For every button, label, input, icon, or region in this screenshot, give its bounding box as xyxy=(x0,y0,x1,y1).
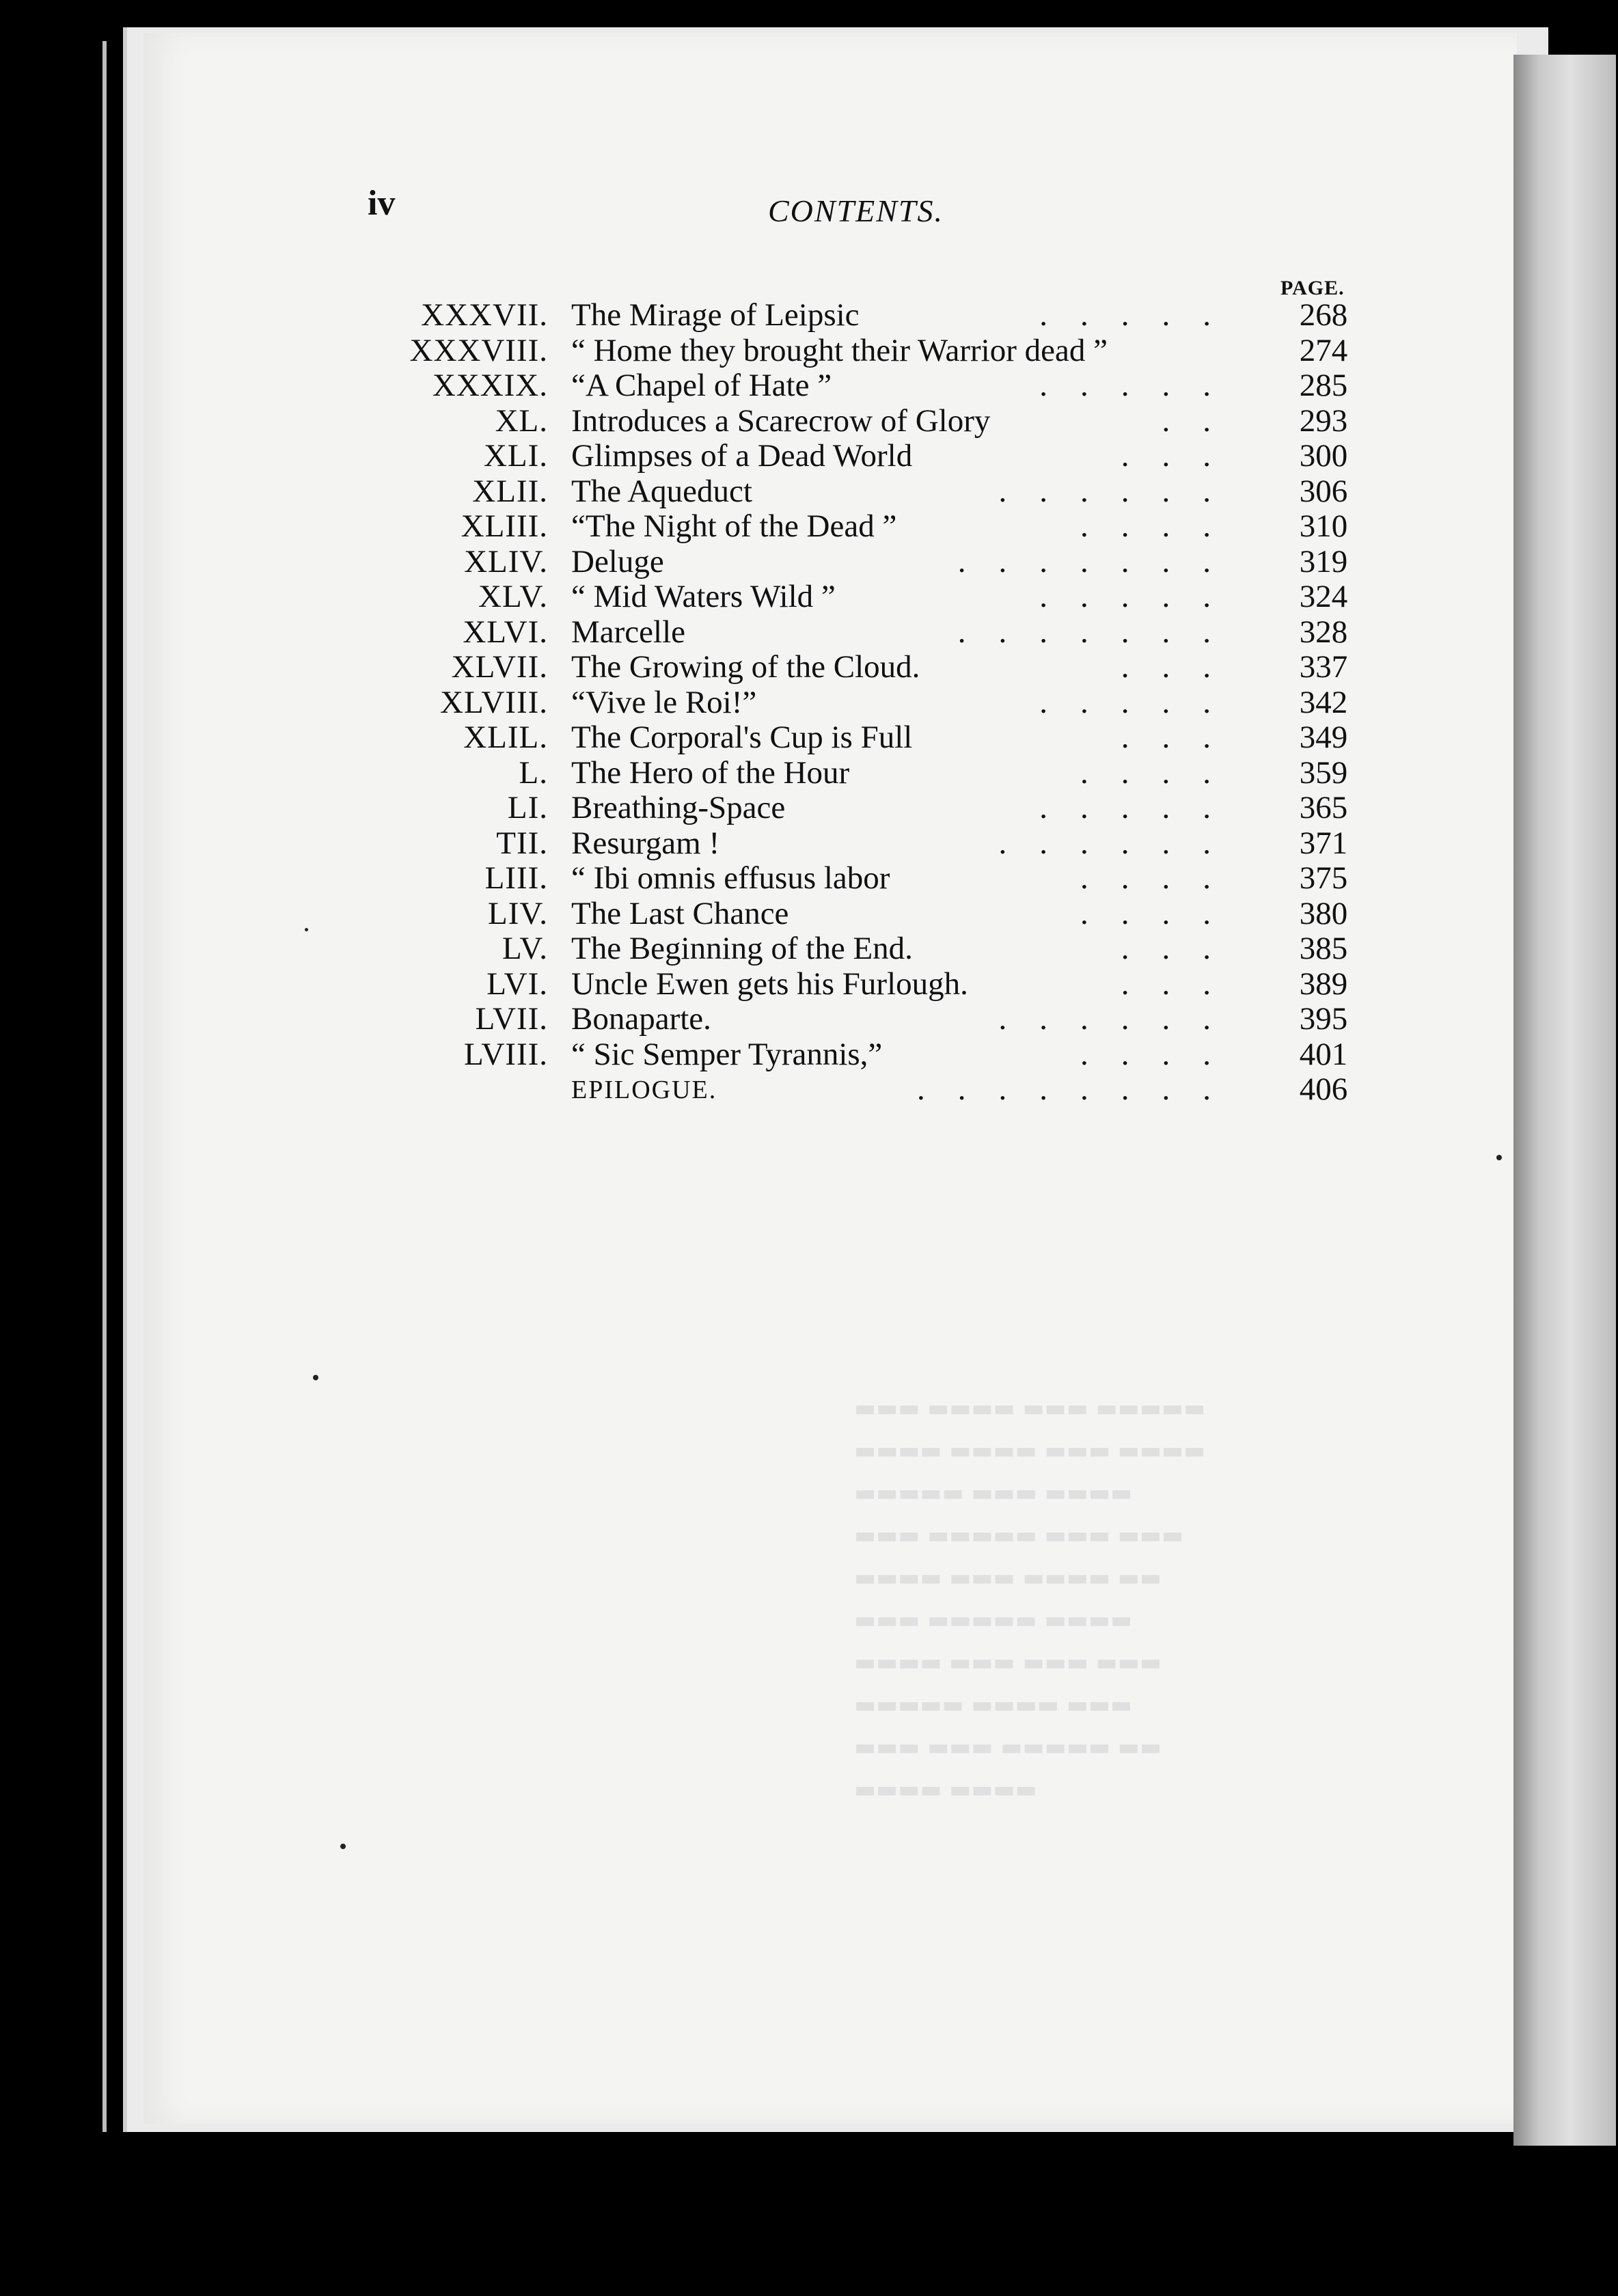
toc-entry xyxy=(0,719,1618,754)
chapter-title: “ Home they brought their Warrior dead ” xyxy=(571,332,1108,368)
epilogue-title: EPILOGUE. xyxy=(571,1076,717,1104)
chapter-number: TII. xyxy=(496,825,548,861)
dot-leader: ..... xyxy=(1039,368,1244,403)
chapter-title: “ Sic Semper Tyrannis,” xyxy=(571,1036,883,1072)
chapter-title: “The Night of the Dead ” xyxy=(571,508,897,544)
dot-leader: ... xyxy=(1121,931,1244,966)
dot-leader: .. xyxy=(1162,402,1244,439)
page-number: 380 xyxy=(1299,895,1348,931)
chapter-title: Bonaparte. xyxy=(571,1001,711,1037)
toc-entry xyxy=(0,684,1618,720)
chapter-title: The Hero of the Hour xyxy=(571,754,850,791)
toc-entry xyxy=(0,789,1618,825)
dot-leader: ....... xyxy=(957,543,1244,579)
page-number: 306 xyxy=(1299,473,1348,509)
dot-leader: ...... xyxy=(998,825,1244,861)
scan-speck xyxy=(305,928,308,931)
dot-leader: .... xyxy=(1080,1036,1244,1072)
chapter-number: XLI. xyxy=(483,438,548,474)
chapter-number: L. xyxy=(519,754,548,791)
chapter-title: Glimpses of a Dead World xyxy=(571,438,913,474)
chapter-title: “A Chapel of Hate ” xyxy=(571,368,832,403)
chapter-number: LIV. xyxy=(488,895,548,931)
page-number: 389 xyxy=(1299,966,1348,1002)
dot-leader: ....... xyxy=(957,614,1244,650)
chapter-title: The Beginning of the End. xyxy=(571,931,913,966)
chapter-number: XLVII. xyxy=(451,649,548,685)
chapter-number: XL. xyxy=(495,402,548,439)
chapter-title: The Aqueduct xyxy=(571,473,752,509)
chapter-number: LI. xyxy=(507,790,548,825)
chapter-title: “ Ibi omnis effusus labor xyxy=(571,860,890,896)
toc-entry xyxy=(0,508,1618,543)
chapter-number: XXXVII. xyxy=(421,297,548,333)
page-number: 274 xyxy=(1299,332,1348,368)
dot-leader: ...... xyxy=(998,473,1244,509)
show-through-text: ▬▬▬ ▬▬▬▬ ▬▬▬ ▬▬▬▬▬ ▬▬▬▬ ▬▬▬▬ ▬▬▬ ▬▬▬▬ ▬▬▬▬▬ ▬▬▬ ▬▬▬▬ ▬▬▬ ▬▬▬▬▬ ▬▬▬ ▬▬▬ ▬▬▬▬ ▬▬▬ ▬▬▬▬ ▬▬ ▬▬▬ ▬▬▬▬▬ ▬▬▬▬ ▬▬▬▬ ▬▬▬ ▬▬▬ ▬▬▬ ▬▬▬▬▬ ▬▬▬▬ ▬▬▬ ▬▬▬ ▬▬▬ ▬▬▬▬▬ ▬▬ ▬▬▬▬ ▬▬▬▬ xyxy=(854,1395,1206,1803)
toc-entry xyxy=(0,860,1618,895)
page-number: 371 xyxy=(1299,825,1348,861)
toc-entry xyxy=(0,473,1618,508)
chapter-number: LV. xyxy=(502,931,548,966)
dot-leader: ..... xyxy=(1039,297,1244,333)
toc-entry xyxy=(0,1000,1618,1036)
page-column-label: PAGE. xyxy=(1280,277,1345,299)
dot-leader: ..... xyxy=(1039,684,1244,720)
scan-speck xyxy=(340,1844,346,1849)
page-number: 328 xyxy=(1299,614,1348,650)
page-number: 285 xyxy=(1299,368,1348,403)
toc-entry xyxy=(0,754,1618,790)
chapter-title: The Mirage of Leipsic xyxy=(571,297,860,333)
scan-speck xyxy=(1496,1155,1502,1160)
chapter-number: LVII. xyxy=(475,1001,548,1037)
page-number: 293 xyxy=(1299,402,1348,439)
toc-entry xyxy=(0,332,1618,368)
chapter-number: XXXIX. xyxy=(432,368,548,403)
chapter-number: XXXVIII. xyxy=(409,332,548,368)
toc-entry xyxy=(0,825,1618,860)
toc-entry xyxy=(0,1036,1618,1071)
page-number: 324 xyxy=(1299,579,1348,614)
page-number: 349 xyxy=(1299,720,1348,755)
chapter-number: LVI. xyxy=(486,966,548,1002)
scan-speck xyxy=(313,1375,318,1380)
toc-entry xyxy=(0,402,1618,438)
chapter-title: The Last Chance xyxy=(571,895,789,931)
page-number: 375 xyxy=(1299,860,1348,896)
page-number: 406 xyxy=(1299,1071,1348,1107)
toc-entry xyxy=(0,297,1618,332)
chapter-title: Deluge xyxy=(571,543,664,579)
toc-entry xyxy=(0,1071,1618,1106)
toc-entry xyxy=(0,543,1618,579)
toc-entry xyxy=(0,367,1618,402)
chapter-number: XLVIII. xyxy=(440,684,548,720)
chapter-title: The Growing of the Cloud. xyxy=(571,649,920,685)
dot-leader: ... xyxy=(1121,649,1244,685)
page-number: 385 xyxy=(1299,931,1348,966)
chapter-number: XLIV. xyxy=(464,543,548,579)
chapter-number: XLIII. xyxy=(461,508,548,544)
chapter-number: XLV. xyxy=(478,579,548,614)
chapter-number: LIII. xyxy=(484,860,548,896)
page-number: 337 xyxy=(1299,649,1348,685)
chapter-title: “Vive le Roi!” xyxy=(571,684,757,720)
dot-leader: .... xyxy=(1080,508,1244,544)
page-folio: iv xyxy=(368,184,396,223)
page-number: 300 xyxy=(1299,438,1348,474)
chapter-number: XLVI. xyxy=(463,614,548,650)
toc-entry xyxy=(0,930,1618,966)
chapter-title: Resurgam ! xyxy=(571,825,720,861)
dot-leader: ... xyxy=(1121,720,1244,755)
page-number: 310 xyxy=(1299,508,1348,544)
chapter-title: Introduces a Scarecrow of Glory xyxy=(571,402,991,439)
toc-entry xyxy=(0,437,1618,473)
dot-leader: ... xyxy=(1121,438,1244,474)
chapter-number: XLIL. xyxy=(463,720,548,755)
table-of-contents xyxy=(0,297,1618,1106)
chapter-title: Breathing-Space xyxy=(571,790,786,825)
page-number: 319 xyxy=(1299,543,1348,579)
dot-leader: ...... xyxy=(998,1001,1244,1037)
toc-entry xyxy=(0,648,1618,684)
dot-leader: ... xyxy=(1121,966,1244,1002)
page-number: 359 xyxy=(1299,754,1348,791)
page-number: 342 xyxy=(1299,684,1348,720)
chapter-number: LVIII. xyxy=(463,1036,548,1072)
toc-entry xyxy=(0,614,1618,649)
page-number: 395 xyxy=(1299,1001,1348,1037)
running-head: CONTENTS. xyxy=(768,193,944,228)
chapter-title: The Corporal's Cup is Full xyxy=(571,720,913,755)
dot-leader: .... xyxy=(1080,860,1244,896)
toc-entry xyxy=(0,578,1618,614)
toc-entry xyxy=(0,966,1618,1001)
toc-entry xyxy=(0,895,1618,931)
dot-leader: .... xyxy=(1080,754,1244,791)
page-number: 401 xyxy=(1299,1036,1348,1072)
page-number: 268 xyxy=(1299,297,1348,333)
chapter-title: “ Mid Waters Wild ” xyxy=(571,579,836,614)
chapter-title: Uncle Ewen gets his Furlough. xyxy=(571,966,968,1002)
dot-leader: .... xyxy=(1080,895,1244,931)
chapter-number: XLII. xyxy=(472,473,548,509)
page-number: 365 xyxy=(1299,790,1348,825)
chapter-title: Marcelle xyxy=(571,614,686,650)
dot-leader: ........ xyxy=(917,1071,1244,1107)
dot-leader: ..... xyxy=(1039,790,1244,825)
dot-leader: ..... xyxy=(1039,579,1244,614)
